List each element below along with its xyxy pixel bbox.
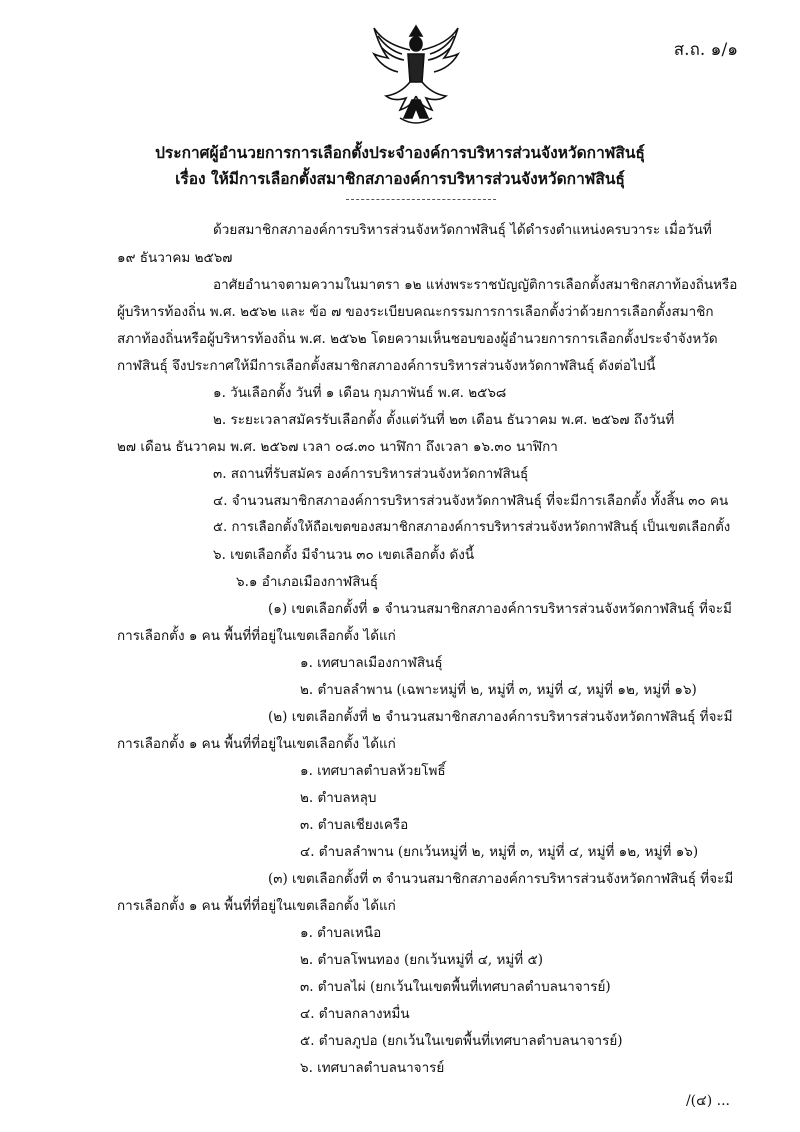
list-item: ๒. ตำบลโพนทอง (ยกเว้นหมู่ที่ ๔, หมู่ที่ ๕) (300, 952, 543, 968)
paragraph-line: ๑๙ ธันวาคม ๒๕๖๗ (117, 250, 233, 266)
list-item: ๕. การเลือกตั้งให้ถือเขตของสมาชิกสภาองค์การบริหารส่วนจังหวัดกาฬสินธุ์ เป็นเขตเลือกตั้ง (213, 520, 731, 535)
list-item: ๔. จำนวนสมาชิกสภาองค์การบริหารส่วนจังหวัดกาฬสินธุ์ ที่จะมีการเลือกตั้ง ทั้งสิ้น ๓๐ คน (213, 493, 729, 509)
list-item: ๓. ตำบลไผ่ (ยกเว้นในเขตพื้นที่เทศบาลตำบลนาจารย์) (300, 979, 611, 995)
paragraph-line: อาศัยอำนาจตามความในมาตรา ๑๒ แห่งพระราชบัญญัติการเลือกตั้งสมาชิกสภาท้องถิ่นหรือ (213, 277, 738, 293)
list-item: ๓. ตำบลเชียงเครือ (300, 817, 409, 833)
zone-heading: (๑) เขตเลือกตั้งที่ ๑ จำนวนสมาชิกสภาองค์การบริหารส่วนจังหวัดกาฬสินธุ์ ที่จะมี (268, 601, 732, 617)
list-item: ๖. เขตเลือกตั้ง มีจำนวน ๓๐ เขตเลือกตั้ง ดังนี้ (213, 547, 475, 563)
list-item: ๓. สถานที่รับสมัคร องค์การบริหารส่วนจังหวัดกาฬสินธุ์ (213, 466, 529, 482)
zone-heading: การเลือกตั้ง ๑ คน พื้นที่ที่อยู่ในเขตเลือกตั้ง ได้แก่ (117, 736, 396, 752)
paragraph-line: ด้วยสมาชิกสภาองค์การบริหารส่วนจังหวัดกาฬสินธุ์ ได้ดำรงตำแหน่งครบวาระ เมื่อวันที่ (213, 222, 712, 238)
title-separator (346, 199, 496, 200)
continued-marker: /(๔) ... (685, 1093, 730, 1109)
form-code: ส.ถ. ๑/๑ (673, 40, 738, 60)
list-item: ๒๗ เดือน ธันวาคม พ.ศ. ๒๕๖๗ เวลา ๐๘.๓๐ นาฬิกา ถึงเวลา ๑๖.๓๐ นาฬิกา (117, 439, 558, 455)
list-item: ๑. เทศบาลตำบลห้วยโพธิ์ (300, 763, 446, 779)
zone-heading: (๒) เขตเลือกตั้งที่ ๒ จำนวนสมาชิกสภาองค์การบริหารส่วนจังหวัดกาฬสินธุ์ ที่จะมี (268, 709, 733, 725)
list-item: ๒. ตำบลหลุบ (300, 790, 377, 806)
list-item: ๑. วันเลือกตั้ง วันที่ ๑ เดือน กุมภาพันธ์ พ.ศ. ๒๕๖๘ (213, 385, 507, 401)
list-item: ๖. เทศบาลตำบลนาจารย์ (300, 1060, 445, 1076)
list-item: ๒. ระยะเวลาสมัครรับเลือกตั้ง ตั้งแต่วันที่ ๒๓ เดือน ธันวาคม พ.ศ. ๒๕๖๗ ถึงวันที่ (213, 412, 675, 428)
announcement-title: ประกาศผู้อำนวยการการเลือกตั้งประจำองค์การบริหารส่วนจังหวัดกาฬสินธุ์ (155, 143, 645, 162)
zone-heading: (๓) เขตเลือกตั้งที่ ๓ จำนวนสมาชิกสภาองค์การบริหารส่วนจังหวัดกาฬสินธุ์ ที่จะมี (268, 871, 734, 887)
list-item: ๑. ตำบลเหนือ (300, 925, 382, 941)
list-item: ๕. ตำบลภูปอ (ยกเว้นในเขตพื้นที่เทศบาลตำบลนาจารย์) (300, 1033, 623, 1049)
zone-heading: การเลือกตั้ง ๑ คน พื้นที่ที่อยู่ในเขตเลือกตั้ง ได้แก่ (117, 628, 396, 644)
paragraph-line: กาฬสินธุ์ จึงประกาศให้มีการเลือกตั้งสมาชิกสภาองค์การบริหารส่วนจังหวัดกาฬสินธุ์ ดังต่อไปนี้ (117, 358, 656, 374)
garuda-emblem-icon (370, 20, 462, 132)
list-item: ๔. ตำบลลำพาน (ยกเว้นหมู่ที่ ๒, หมู่ที่ ๓, หมู่ที่ ๔, หมู่ที่ ๑๒, หมู่ที่ ๑๖) (300, 844, 699, 860)
paragraph-line: สภาท้องถิ่นหรือผู้บริหารท้องถิ่น พ.ศ. ๒๕๖๒ โดยความเห็นชอบของผู้อำนวยการการเลือกตั้งประจำจังหวัด (117, 331, 718, 347)
announcement-subject: เรื่อง ให้มีการเลือกตั้งสมาชิกสภาองค์การบริหารส่วนจังหวัดกาฬสินธุ์ (175, 169, 625, 188)
list-item: ๔. ตำบลกลางหมื่น (300, 1006, 410, 1022)
zone-heading: การเลือกตั้ง ๑ คน พื้นที่ที่อยู่ในเขตเลือกตั้ง ได้แก่ (117, 898, 396, 914)
list-item: ๒. ตำบลลำพาน (เฉพาะหมู่ที่ ๒, หมู่ที่ ๓, หมู่ที่ ๔, หมู่ที่ ๑๒, หมู่ที่ ๑๖) (300, 682, 697, 698)
list-item: ๑. เทศบาลเมืองกาฬสินธุ์ (300, 655, 443, 671)
sub-heading: ๖.๑ อำเภอเมืองกาฬสินธุ์ (236, 574, 378, 590)
paragraph-line: ผู้บริหารท้องถิ่น พ.ศ. ๒๕๖๒ และ ข้อ ๗ ของระเบียบคณะกรรมการการเลือกตั้งว่าด้วยการเลือกตั้งสมาชิก (117, 304, 714, 320)
